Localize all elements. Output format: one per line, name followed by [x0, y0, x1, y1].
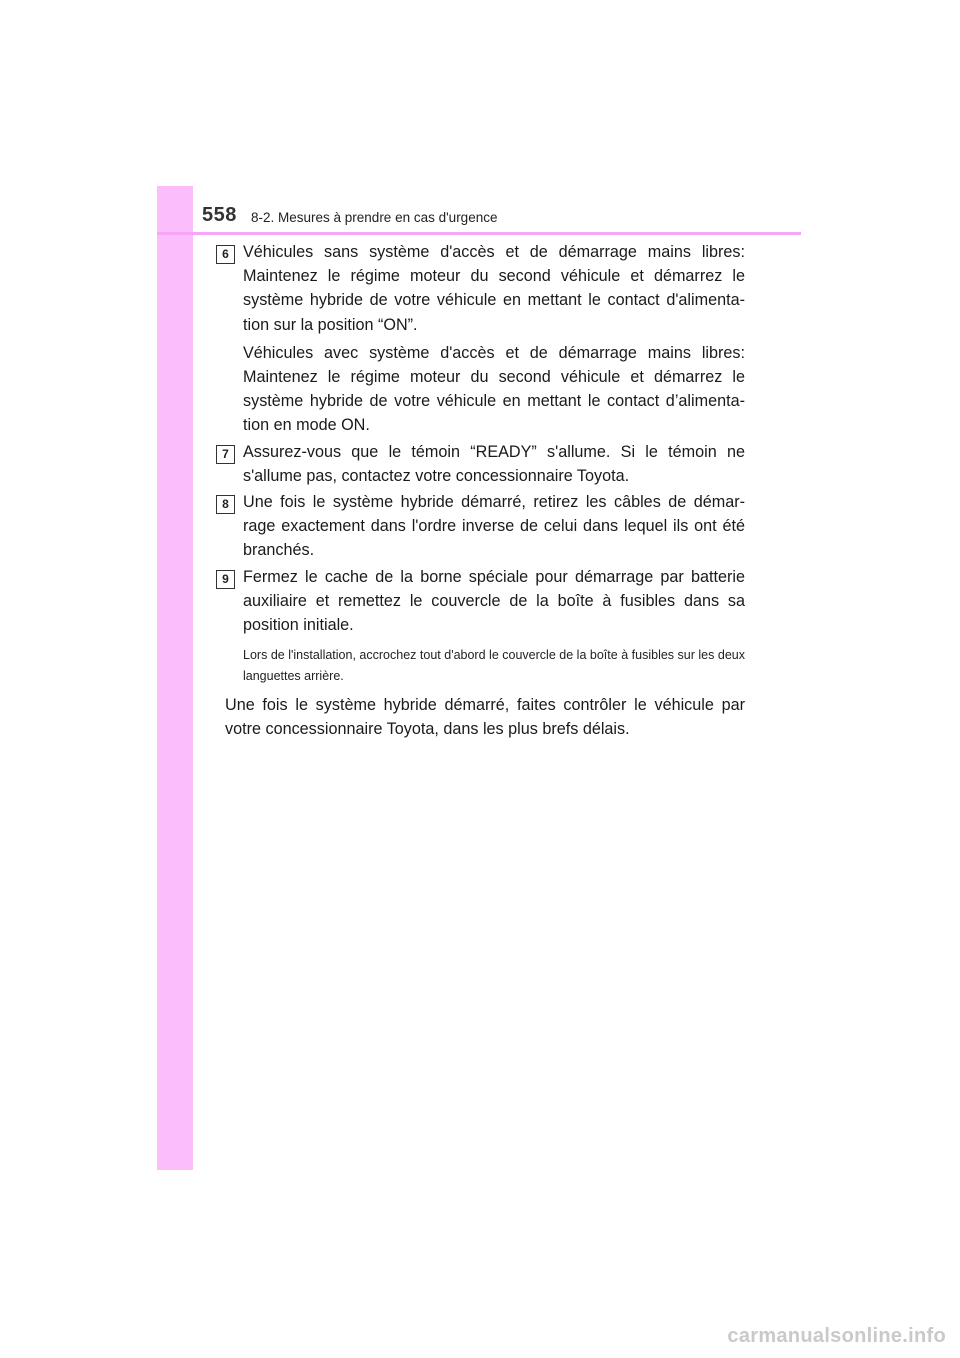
- installation-note: Lors de l'installation, accrochez tout d'abord le couvercle de la boîte à fusibles sur les deux languettes arrière.: [243, 648, 745, 684]
- watermark: carmanualsonline.info: [727, 1325, 946, 1347]
- step-paragraph: Assurez-vous que le témoin “READY” s'allume. Si le témoin ne s'allume pas, contactez votre concessionnaire Toyota.: [243, 442, 745, 485]
- page-header: [157, 200, 801, 236]
- step-8: [215, 490, 745, 563]
- step-paragraph: Véhicules avec système d'accès et de démarrage mains libres: Maintenez le régime moteur du second véhicule et démarrez le système hybride de votre véhicule en mettant le contact d’alimenta-tion en mode ON.: [243, 343, 745, 435]
- header-rule: [157, 232, 801, 235]
- step-7: [215, 440, 745, 488]
- step-number-badge: 9: [216, 570, 235, 589]
- section-title: 8-2. Mesures à prendre en cas d'urgence: [251, 210, 498, 225]
- chapter-side-band: [157, 186, 193, 1170]
- step-paragraph: Fermez le cache de la borne spéciale pour démarrage par batterie auxiliaire et remettez le couvercle de la boîte à fusibles dans sa position initiale.: [243, 567, 745, 635]
- step-paragraph: Véhicules sans système d'accès et de démarrage mains libres: Maintenez le régime moteur du second véhicule et démarrez le système hybride de votre véhicule en mettant le contact d'alimenta-tion sur la position “ON”.: [243, 243, 745, 334]
- page-number: 558: [202, 204, 237, 226]
- step-number-badge: 8: [216, 495, 235, 514]
- step-paragraph: Une fois le système hybride démarré, retirez les câbles de démar-rage exactement dans l'ordre inverse de celui dans lequel ils ont été branchés.: [243, 493, 745, 560]
- final-paragraph: Une fois le système hybride démarré, faites contrôler le véhicule par votre concessionnaire Toyota, dans les plus brefs délais.: [225, 696, 745, 739]
- step-number-badge: 7: [216, 445, 235, 464]
- page-content: [215, 240, 745, 742]
- step-9: [215, 565, 745, 638]
- step-6: [215, 240, 745, 438]
- step-number-badge: 6: [216, 245, 235, 264]
